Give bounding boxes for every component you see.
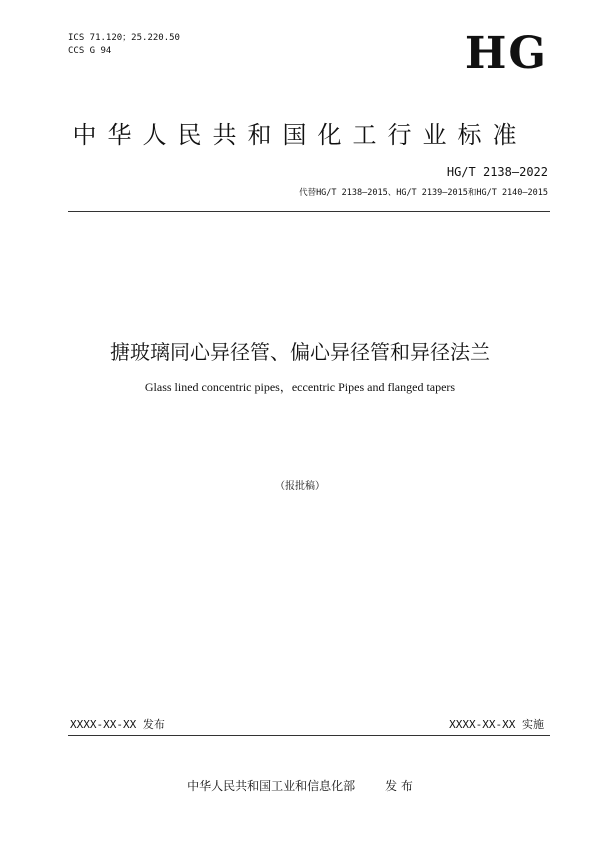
top-divider bbox=[68, 211, 550, 212]
issue-date: XXXX-XX-XX 发布 bbox=[70, 718, 165, 731]
english-title: Glass lined concentric pipes，eccentric Pipes and flanged tapers bbox=[144, 380, 456, 394]
issuer-line bbox=[0, 777, 600, 794]
standard-type-heading: 中华人民共和国化工行业标准 bbox=[72, 121, 528, 149]
draft-status: （报批稿） bbox=[275, 481, 325, 492]
issuer-name: 中华人民共和国工业和信息化部 bbox=[187, 779, 356, 793]
issuer-action: 发 布 bbox=[385, 779, 413, 793]
ics-code: ICS 71.120；25.220.50 bbox=[68, 33, 180, 43]
bottom-divider bbox=[68, 735, 550, 736]
implementation-date: XXXX-XX-XX 实施 bbox=[449, 718, 544, 731]
standard-number: HG/T 2138—2022 bbox=[446, 165, 548, 179]
hg-logo: HG bbox=[464, 28, 548, 79]
ccs-code: CCS G 94 bbox=[68, 46, 112, 56]
chinese-title: 搪玻璃同心异径管、偏心异径管和异径法兰 bbox=[110, 340, 490, 364]
replaces-note: 代替HG/T 2138—2015、HG/T 2139—2015和HG/T 2140—2015 bbox=[299, 188, 548, 198]
